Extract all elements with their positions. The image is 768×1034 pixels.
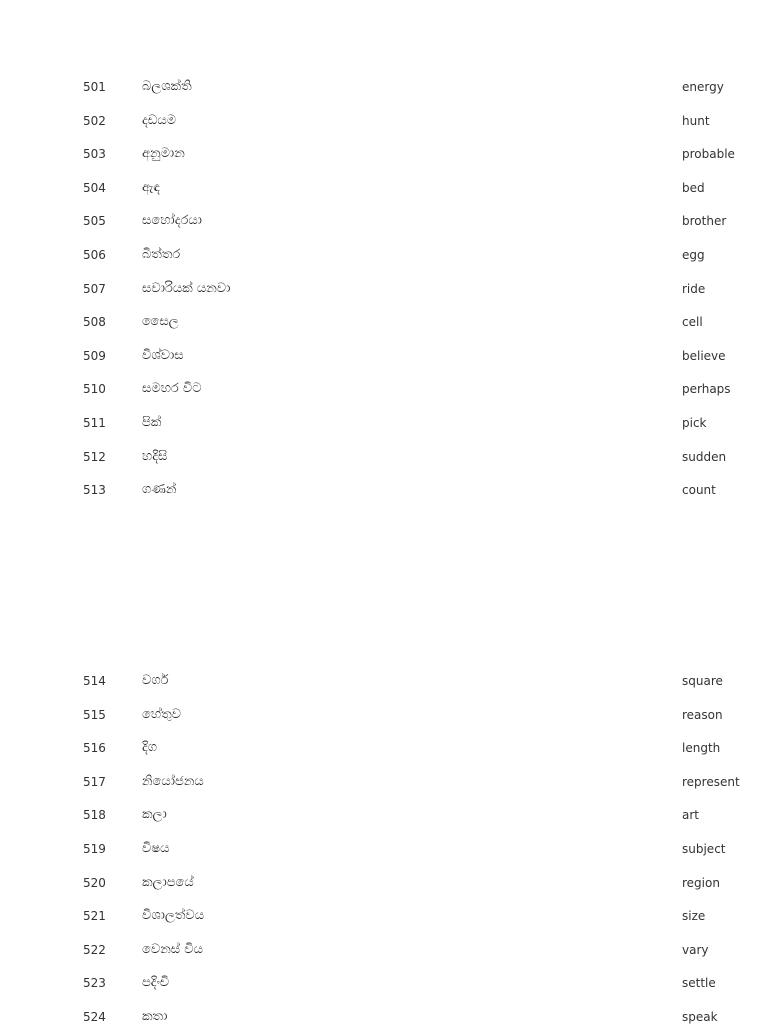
english-word: brother [682,214,727,229]
english-word: count [682,483,716,498]
sinhala-word: බිත්තර [142,246,181,262]
entry-number: 517 [83,774,106,789]
english-word: size [682,909,706,924]
vocab-row [0,664,768,698]
sinhala-word: කතා [142,1008,168,1024]
english-word: perhaps [682,382,731,397]
entry-number: 504 [83,180,106,195]
sinhala-word: අනුමාන [142,146,185,162]
entry-number: 507 [83,281,106,296]
vocabulary-section-2 [0,664,768,1034]
vocab-row [0,339,768,373]
vocab-row [0,104,768,138]
vocab-row [0,832,768,866]
english-word: probable [682,147,735,162]
vocab-row [0,406,768,440]
entry-number: 510 [83,382,106,397]
english-word: hunt [682,113,710,128]
english-word: settle [682,976,716,991]
english-word: art [682,808,699,823]
entry-number: 501 [83,80,106,94]
vocab-row [0,204,768,238]
vocab-row [0,473,768,507]
vocab-row [0,238,768,272]
entry-number: 523 [83,976,106,991]
english-word: speak [682,1009,718,1024]
vocab-row [0,899,768,933]
sinhala-word: පික් [142,414,162,430]
sinhala-word: ගණන් [142,482,177,498]
entry-number: 520 [83,875,106,890]
entry-number: 506 [83,247,106,262]
english-word: sudden [682,449,727,464]
entry-number: 502 [83,113,106,128]
sinhala-word: වර්ග [142,673,169,688]
sinhala-word: බලශක්ති [142,79,192,94]
entry-number: 503 [83,147,106,162]
english-word: believe [682,348,726,363]
entry-number: 522 [83,942,106,957]
english-word: reason [682,707,723,722]
sinhala-word: විශ්වාස [142,347,184,363]
entry-number: 516 [83,741,106,756]
vocabulary-section-1 [0,70,768,507]
vocab-row [0,137,768,171]
english-word: length [682,741,721,756]
vocab-row [0,70,768,104]
entry-number: 521 [83,909,106,924]
entry-number: 524 [83,1009,106,1024]
english-word: cell [682,315,703,330]
sinhala-word: දඩයම [142,112,177,128]
english-word: ride [682,281,706,296]
vocab-row [0,171,768,205]
vocab-row [0,1000,768,1034]
english-word: energy [682,80,724,94]
vocab-row [0,440,768,474]
sinhala-word: කලා [142,807,167,823]
vocab-row [0,933,768,967]
sinhala-word: කලාපයේ [142,874,194,890]
sinhala-word: ඇඳ [142,179,160,195]
sinhala-word: සහෝදරයා [142,213,202,229]
sinhala-word: දිග [142,740,158,756]
entry-number: 515 [83,707,106,722]
english-word: bed [682,180,705,195]
sinhala-word: වෙනස් විය [142,941,203,957]
vocab-row [0,731,768,765]
english-word: subject [682,841,726,856]
vocab-row [0,272,768,306]
english-word: egg [682,247,705,262]
sinhala-word: හදිසි [142,448,168,464]
english-word: vary [682,942,709,957]
entry-number: 508 [83,315,106,330]
vocab-row [0,305,768,339]
sinhala-word: සමහර විට [142,381,202,397]
entry-number: 511 [83,415,106,430]
entry-number: 513 [83,483,106,498]
english-word: pick [682,415,707,430]
sinhala-word: සවාරියක් යනවා [142,280,231,296]
vocab-row [0,798,768,832]
entry-number: 509 [83,348,106,363]
english-word: region [682,875,720,890]
vocab-row [0,765,768,799]
sinhala-word: විශාලත්වය [142,908,205,924]
entry-number: 505 [83,214,106,229]
entry-number: 518 [83,808,106,823]
entry-number: 514 [83,674,106,688]
sinhala-word: සෛල [142,314,179,330]
english-word: square [682,674,723,688]
entry-number: 519 [83,841,106,856]
vocab-row [0,698,768,732]
vocab-row [0,372,768,406]
sinhala-word: විෂය [142,840,170,856]
english-word: represent [682,774,740,789]
vocab-row [0,866,768,900]
sinhala-word: පදිංචි [142,975,170,991]
sinhala-word: හේතුව [142,706,181,722]
sinhala-word: නියෝජනය [142,773,204,789]
vocab-row [0,966,768,1000]
entry-number: 512 [83,449,106,464]
